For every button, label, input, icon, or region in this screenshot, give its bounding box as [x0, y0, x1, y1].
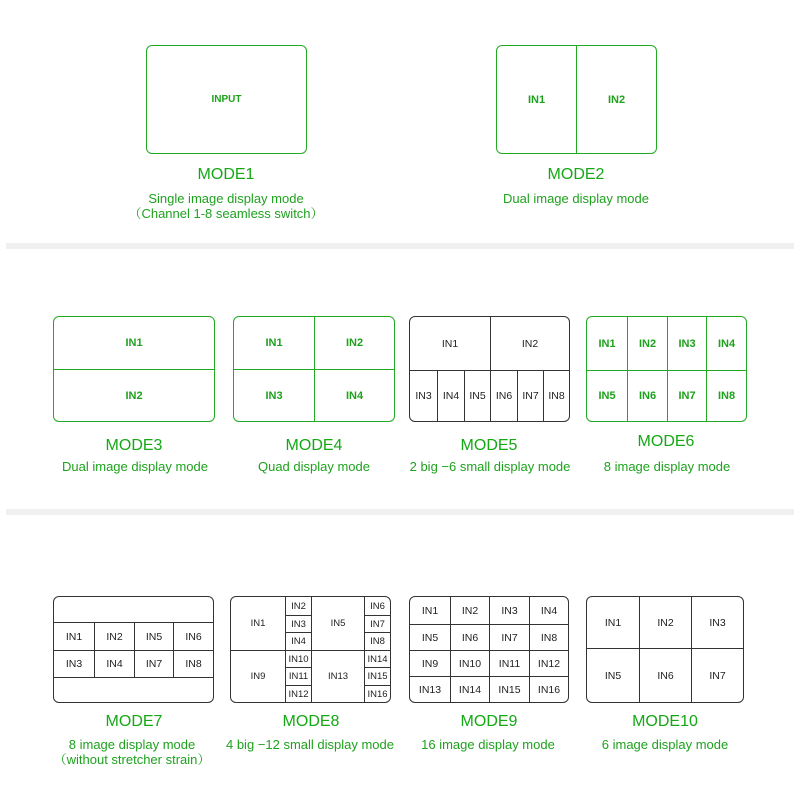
mode2-description: Dual image display mode — [503, 191, 649, 206]
mode4-cell-in1: IN1 — [265, 337, 283, 349]
mode4-description: Quad display mode — [257, 459, 370, 474]
mode3-title: MODE3 — [105, 437, 163, 454]
mode4-cell-in4: IN4 — [314, 369, 394, 421]
mode9-cell-in4: IN4 — [529, 597, 568, 624]
mode8-cell-in15: IN15 — [364, 667, 390, 685]
mode8-description: 4 big −12 small display mode — [225, 737, 394, 752]
mode8-cell-in8: IN8 — [364, 632, 390, 650]
mode9-diagram — [409, 596, 569, 703]
divider-band-1 — [6, 243, 794, 249]
mode8-cell-in2: IN2 — [285, 597, 311, 615]
mode8-cell-in3: IN3 — [285, 615, 311, 632]
mode6-cell-in6: IN6 — [627, 370, 667, 421]
mode5-cell-in8: IN8 — [543, 370, 569, 421]
mode9-cell-in5: IN5 — [410, 624, 450, 650]
mode6-description: 8 image display mode — [603, 459, 731, 474]
mode8-cell-in9: IN9 — [231, 650, 285, 702]
mode8-cell-in1: IN1 — [250, 618, 266, 629]
mode2-diagram — [496, 45, 657, 154]
mode8-title: MODE8 — [282, 713, 340, 730]
mode7-cell-in7: IN7 — [134, 650, 173, 678]
mode10-cell-in6: IN6 — [639, 648, 691, 702]
mode5-cell-in7: IN7 — [517, 370, 543, 421]
mode8-cell-in7: IN7 — [364, 615, 390, 632]
mode8-cell-in16: IN16 — [364, 685, 390, 702]
mode8-diagram — [230, 596, 391, 703]
mode9-title: MODE9 — [460, 713, 518, 730]
mode7-cell-in4: IN4 — [94, 650, 134, 678]
mode8-cell-in13: IN13 — [311, 650, 364, 702]
mode6-cell-in5: IN5 — [587, 370, 627, 421]
mode6-diagram — [586, 316, 747, 422]
mode5-diagram — [409, 316, 570, 422]
mode4-title: MODE4 — [285, 437, 343, 454]
mode9-cell-in16: IN16 — [529, 676, 568, 702]
mode2-cell-in2: IN2 — [576, 46, 656, 153]
mode3-cell-in1: IN1 — [125, 337, 143, 349]
mode10-description: 6 image display mode — [601, 737, 729, 752]
mode7-cell-in8: IN8 — [173, 650, 213, 678]
mode8-cell-in5: IN5 — [311, 597, 364, 650]
mode10-cell-in3: IN3 — [691, 597, 743, 648]
mode5-cell-in6: IN6 — [490, 370, 517, 421]
mode7-description: 8 image display mode — [68, 737, 196, 752]
mode7-cell-in3: IN3 — [54, 650, 94, 678]
mode6-cell-in8: IN8 — [706, 370, 746, 421]
mode3-diagram — [53, 316, 215, 422]
mode6-cell-in3: IN3 — [667, 317, 706, 370]
mode9-cell-in9: IN9 — [410, 650, 450, 676]
mode4-cell-in3: IN3 — [234, 369, 314, 421]
mode9-cell-in7: IN7 — [489, 624, 529, 650]
mode7-description-note: （without stretcher strain） — [53, 752, 211, 767]
mode10-cell-in7: IN7 — [691, 648, 743, 702]
mode5-cell-in2: IN2 — [490, 317, 569, 370]
mode9-cell-in3: IN3 — [489, 597, 529, 624]
mode9-cell-in2: IN2 — [450, 597, 489, 624]
divider-band-2 — [6, 509, 794, 515]
mode9-cell-in15: IN15 — [489, 676, 529, 702]
mode4-cell-in2: IN2 — [314, 317, 394, 369]
mode9-cell-in14: IN14 — [450, 676, 489, 702]
mode8-cell-in12: IN12 — [285, 685, 311, 702]
mode7-diagram — [53, 596, 214, 703]
mode5-cell-in3: IN3 — [410, 370, 437, 421]
mode5-cell-in5: IN5 — [464, 370, 490, 421]
mode7-cell-in5: IN5 — [134, 622, 173, 650]
mode6-title: MODE6 — [637, 433, 695, 450]
mode3-cell-in2: IN2 — [54, 369, 214, 421]
mode9-cell-in8: IN8 — [529, 624, 568, 650]
mode6-cell-in4: IN4 — [706, 317, 746, 370]
mode10-title: MODE10 — [632, 713, 698, 730]
mode9-cell-in10: IN10 — [450, 650, 489, 676]
mode9-cell-in1: IN1 — [421, 604, 439, 617]
mode4-diagram — [233, 316, 395, 422]
mode10-cell-in5: IN5 — [587, 648, 639, 702]
mode6-cell-in2: IN2 — [627, 317, 667, 370]
mode2-title: MODE2 — [547, 166, 605, 183]
mode10-cell-in2: IN2 — [639, 597, 691, 648]
mode1-description-note: （Channel 1-8 seamless switch） — [128, 206, 324, 221]
mode5-description: 2 big −6 small display mode — [409, 459, 571, 474]
mode9-cell-in6: IN6 — [450, 624, 489, 650]
mode9-cell-in12: IN12 — [529, 650, 568, 676]
mode1-description: Single image display mode — [148, 191, 304, 206]
mode1-title: MODE1 — [197, 166, 255, 183]
mode7-cell-in2: IN2 — [94, 622, 134, 650]
mode7-cell-in1: IN1 — [54, 622, 94, 650]
mode6-cell-in7: IN7 — [667, 370, 706, 421]
mode1-cell-input: INPUT — [211, 94, 242, 105]
mode6-cell-in1: IN1 — [598, 337, 616, 350]
mode8-cell-in14: IN14 — [364, 650, 390, 667]
mode8-cell-in11: IN11 — [285, 667, 311, 685]
mode3-description: Dual image display mode — [62, 459, 208, 474]
mode8-cell-in10: IN10 — [285, 650, 311, 667]
mode5-cell-in4: IN4 — [437, 370, 464, 421]
mode5-cell-in1: IN1 — [441, 337, 459, 350]
mode8-cell-in4: IN4 — [285, 632, 311, 650]
mode9-description: 16 image display mode — [421, 737, 555, 752]
mode9-cell-in11: IN11 — [489, 650, 529, 676]
mode10-cell-in1: IN1 — [604, 616, 622, 629]
mode1-diagram — [146, 45, 307, 154]
mode7-title: MODE7 — [105, 713, 163, 730]
mode7-cell-in6: IN6 — [173, 622, 213, 650]
mode8-cell-in6: IN6 — [364, 597, 390, 615]
mode10-diagram — [586, 596, 744, 703]
mode9-cell-in13: IN13 — [410, 676, 450, 702]
mode5-title: MODE5 — [460, 437, 518, 454]
mode2-cell-in1: IN1 — [527, 93, 546, 106]
